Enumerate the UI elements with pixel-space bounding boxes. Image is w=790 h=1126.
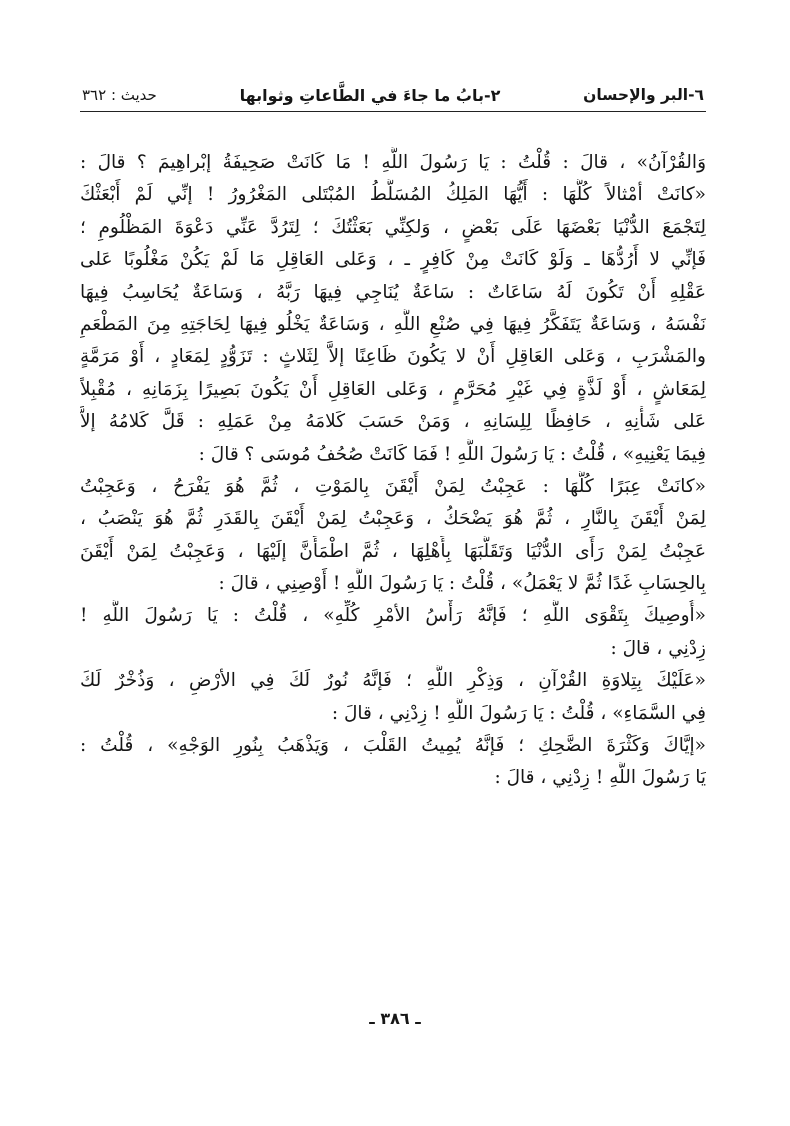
text-line: يَا رَسُولَ اللَّهِ ! زِدْنِي ، قالَ :	[494, 767, 706, 789]
text-line: والمَشْرَبِ ، وَعَلى العَاقِلِ أَنْ لا يَكُونَ ظَاعِنًا إلاَّ لِثَلاثٍ : تَزَوُّدٍ لِمَعَادٍ ، أَوْ مَرَمَّةٍ	[80, 346, 706, 368]
page-number: ـ ٣٨٦ ـ	[369, 1009, 421, 1028]
text-line: «إيَّاكَ وَكَثْرَةَ الضَّحِكِ ؛ فَإنَّهُ يُمِيتُ القَلْبَ ، وَيَذْهَبُ بِنُورِ الوَجْهِ» ، قُلْتُ :	[80, 735, 706, 757]
text-line: زِدْنِي ، قالَ :	[610, 637, 706, 659]
text-line: «أُوصِيكَ بِتَقْوَى اللَّهِ ؛ فَإنَّهُ رَأْسُ الأمْرِ كُلِّهِ» ، قُلْتُ : يَا رَسُولَ اللَّهِ !	[80, 605, 706, 627]
text-line: عَجِبْتُ لِمَنْ رَأَى الدُّنْيَا وَتَقَلُّبَهَا بِأَهْلِهَا ، ثُمَّ اطْمَأَنَّ إلَيْهَا ، وَعَجِبْتُ لِمَنْ أَيْقَنَ	[80, 540, 706, 562]
section-title: ٢-بابُ ما جاءَ في الطَّاعاتِ وثوابها	[239, 85, 501, 105]
text-line: لِمَعَاشٍ ، أَوْ لَذَّةٍ فِي غَيْرِ مُحَرَّمٍ ، وَعَلى العَاقِلِ أَنْ يَكُونَ بَصِيرًا بِزَمَانِهِ ، مُقْبِلاً	[80, 378, 706, 400]
text-line: عَلى شَأْنِهِ ، حَافِظًا لِلِسَانِهِ ، وَمَنْ حَسَبَ كَلامَهُ مِنْ عَمَلِهِ : قَلَّ كَلامُهُ إلاَّ	[80, 411, 706, 433]
text-line: وَالقُرْآنُ» ، قالَ : قُلْتُ : يَا رَسُولَ اللَّهِ ! مَا كَانَتْ صَحِيفَةُ إبْراهِيمَ ؟ قالَ :	[80, 152, 706, 173]
text-line: «كانَتْ عِبَرًا كُلُّهَا : عَجِبْتُ لِمَنْ أَيْقَنَ بِالمَوْتِ ، ثُمَّ هُوَ يَفْرَحُ ، وَعَجِبْتُ	[80, 475, 706, 497]
text-line: بِالحِسَابِ غَدًا ثُمَّ لا يَعْمَلُ» ، قُلْتُ : يَا رَسُولَ اللَّهِ ! أَوْصِنِي ، قالَ :	[218, 573, 706, 595]
text-line: «عَلَيْكَ بِتِلاوَةِ القُرْآنِ ، وَذِكْرِ اللَّهِ ؛ فَإنَّهُ نُورٌ لَكَ فِي الأرْضِ ، وَذُخْرٌ لَكَ	[80, 670, 706, 692]
text-line: فِي السَّمَاءِ» ، قُلْتُ : يَا رَسُولَ اللَّهِ ! زِدْنِي ، قالَ :	[331, 702, 706, 724]
header-divider	[80, 111, 706, 112]
text-line: فِيمَا يَعْنِيهِ» ، قُلْتُ : يَا رَسُولَ اللَّهِ ! فَمَا كَانَتْ صُحُفُ مُوسَى ؟ قالَ :	[198, 443, 706, 465]
text-line: نَفْسَهُ ، وَسَاعَةٌ يَتَفَكَّرُ فِيهَا فِي صُنْعِ اللَّهِ ، وَسَاعَةٌ يَخْلُو فِيهَا لِحَاجَتِهِ مِنَ المَطْعَمِ	[80, 313, 706, 335]
hadith-number: حديث : ٣٦٢	[82, 86, 157, 104]
text-line: «كانَتْ أمْثالاً كُلُّهَا : أَيُّهَا المَلِكُ المُسَلَّطُ المُبْتَلى المَغْرُورُ ! إنِّي لَمْ أَبْعَثْكَ	[80, 184, 706, 206]
chapter-title: ٦-البر والإحسان	[583, 86, 704, 104]
text-line: فَإنِّي لا أَرُدُّهَا ـ وَلَوْ كَانَتْ مِنْ كَافِرٍ ـ ، وَعَلى العَاقِلِ مَا لَمْ يَكُنْ مَغْلُوبًا عَلى	[80, 249, 706, 271]
text-line: لِتَجْمَعَ الدُّنْيَا بَعْضَهَا عَلَى بَعْضٍ ، وَلكِنِّي بَعَثْتُكَ ؛ لِتَرُدَّ عَنِّي دَعْوَةَ المَظْلُومِ ؛	[80, 216, 706, 238]
text-line: لِمَنْ أَيْقَنَ بِالنَّارِ ، ثُمَّ هُوَ يَضْحَكُ ، وَعَجِبْتُ لِمَنْ أَيْقَنَ بِالقَدَرِ ثُمَّ هُوَ يَنْصَبُ ،	[80, 508, 706, 530]
running-header	[82, 82, 704, 108]
hadith-text	[80, 147, 706, 795]
text-line: عَقْلِهِ أَنْ تَكُونَ لَهُ سَاعَاتٌ : سَاعَةٌ يُنَاجِي فِيهَا رَبَّهُ ، وَسَاعَةٌ يُحَاسِبُ فِيهَا	[80, 281, 706, 303]
